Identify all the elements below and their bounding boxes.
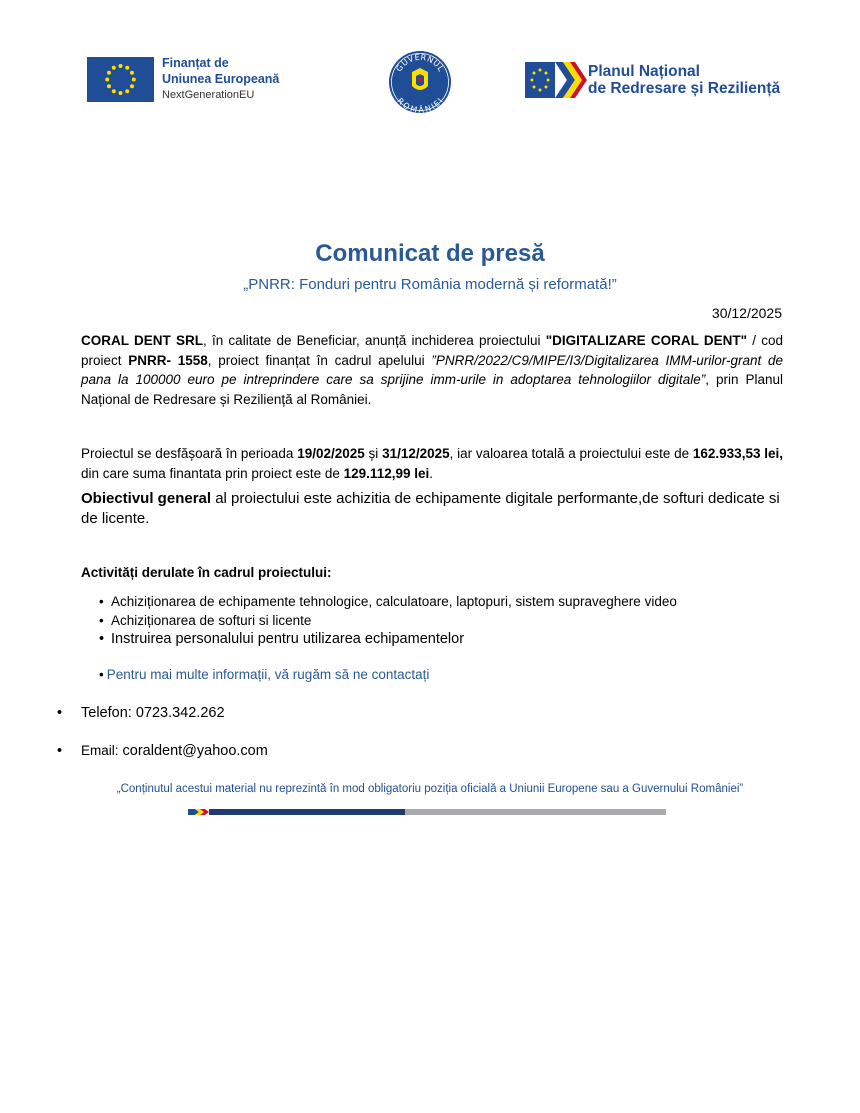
list-item: • Achiziționarea de softuri si licente [99, 611, 677, 630]
eu-line3: NextGenerationEU [162, 89, 255, 101]
start-date: 19/02/2025 [297, 446, 365, 461]
seal-bottom-text: ROMÂNIEI [395, 96, 445, 114]
phone-text: Telefon: 0723.342.262 [81, 705, 225, 721]
more-info-text: Pentru mai multe informații, vă rugăm să ne contactați [106, 667, 430, 682]
list-item: • Achiziționarea de echipamente tehnologice, calculatoare, laptopuri, sistem supraveghere video [99, 592, 677, 611]
email-line [57, 743, 268, 759]
company-name: CORAL DENT SRL [81, 333, 203, 348]
bullet-icon: • [99, 667, 104, 682]
objective-paragraph [81, 489, 783, 529]
phone-line [57, 705, 225, 721]
eu-line1: Finanțat de [162, 56, 229, 70]
pnrr-line1: Planul Național [588, 63, 700, 80]
pnrr-line2: de Redresare și Reziliență [588, 80, 781, 97]
eu-flag-icon [87, 57, 154, 102]
call-name: ”PNRR/2022/C9/MIPE/I3/Digitalizarea IMM-urilor-grant de pana la 100000 euro pe intreprindere care sa sprijine imm-urile in adoptarea tehnologiilor digitale” [81, 352, 783, 387]
bullet-icon: • [57, 743, 63, 759]
bullet-icon: • [57, 705, 63, 721]
government-seal-icon [388, 50, 452, 114]
pnrr-logo-icon [525, 62, 587, 98]
period-text-3: , iar valoarea totală a proiectului este de [449, 446, 693, 461]
objective-text: al proiectului este achizitia de echipamente digitale performante,de softuri dedicate si de licente. [81, 490, 780, 527]
end-date: 31/12/2025 [382, 446, 450, 461]
total-value: 162.933,53 lei, [692, 446, 783, 461]
intro-text-1: , în calitate de Beneficiar, anunță inchiderea proiectului [202, 333, 546, 348]
page-subtitle: „PNRR: Fonduri pentru România modernă și reformată!” [243, 276, 617, 293]
funded-value: 129.112,99 lei [343, 465, 430, 481]
email-label: Email: [81, 743, 119, 758]
footer-bar-icon [188, 809, 666, 815]
activities-heading: Activități derulate în cadrul proiectului: [81, 565, 332, 580]
seal-top-text: GUVERNUL [394, 52, 446, 74]
period-text-4: din care suma finantata prin proiect este de [81, 465, 344, 481]
period-paragraph [81, 444, 783, 483]
period-text-5: . [429, 465, 434, 481]
more-info-line [99, 667, 429, 682]
activities-list [99, 592, 677, 649]
intro-text-4: , prin Planul Național de Redresare și Reziliență al României. [81, 372, 783, 407]
intro-text-3: , proiect finanțat în cadrul apelului [207, 352, 432, 368]
pnrr-label [588, 63, 780, 97]
release-date: 30/12/2025 [711, 305, 782, 321]
disclaimer: „Conținutul acestui material nu reprezintă în mod obligatoriu poziția oficială a Uniunii Europene sau a Guvernului României” [116, 783, 744, 795]
project-name: "DIGITALIZARE CORAL DENT" [545, 333, 748, 348]
list-item: • Instruirea personalului pentru utilizarea echipamentelor [99, 630, 677, 649]
intro-paragraph [81, 331, 783, 409]
email-link[interactable]: coraldent@yahoo.com [122, 743, 268, 759]
period-text-1: Proiectul se desfășoară în perioada [81, 446, 298, 461]
eu-line2: Uniunea Europeană [162, 72, 280, 86]
page-title: Comunicat de presă [315, 240, 545, 267]
objective-label: Obiectivul general [81, 490, 212, 507]
intro-text-2: / cod proiect [81, 333, 783, 368]
period-text-2: și [364, 446, 383, 461]
eu-funding-label [162, 55, 279, 103]
project-code: PNRR- 1558 [128, 352, 208, 368]
